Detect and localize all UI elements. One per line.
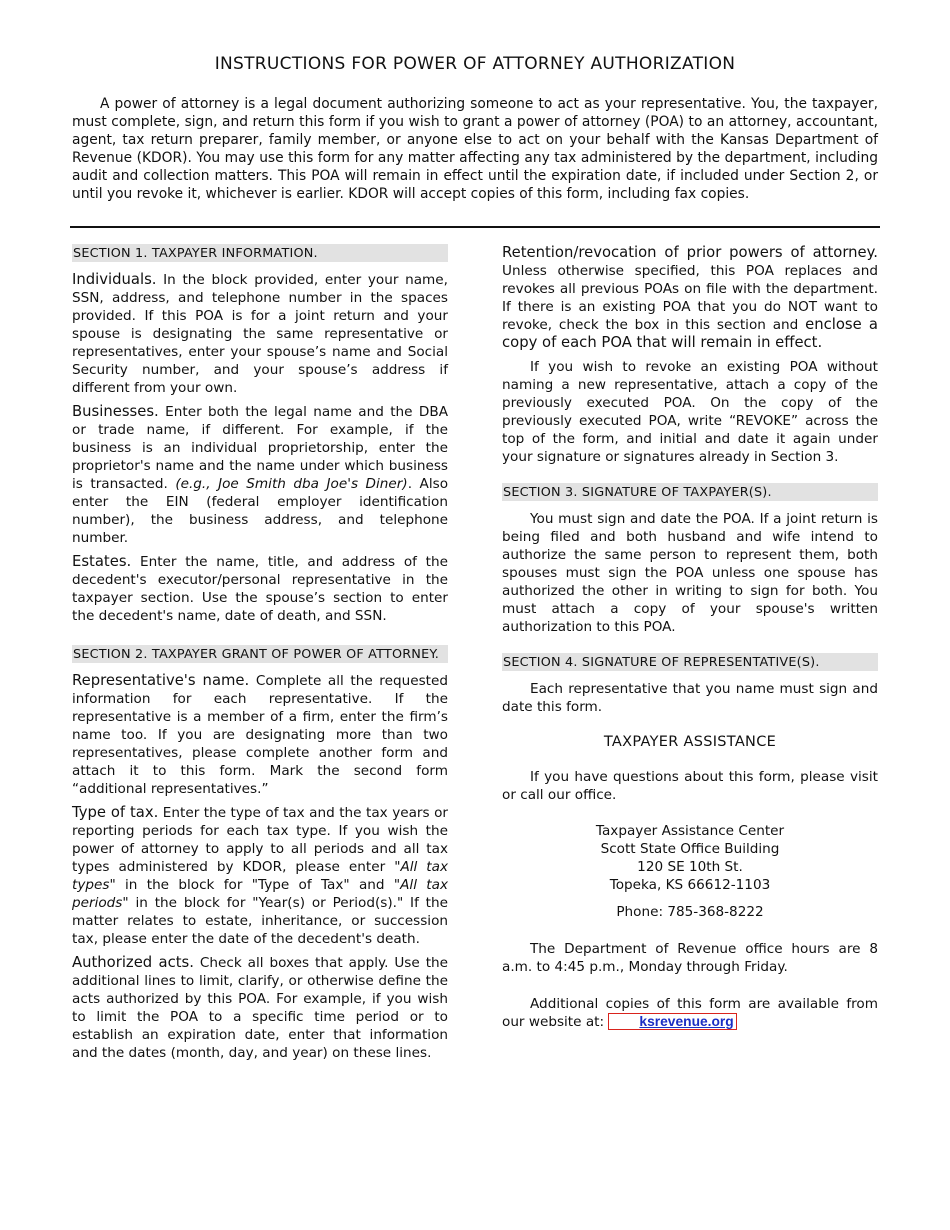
copies-text: Additional copies of this form are available from our website at: <box>502 996 878 1030</box>
businesses-lead: Businesses. <box>72 403 159 420</box>
right-column <box>502 244 878 1037</box>
estates-text: Enter the name, title, and address of the decedent's executor/personal representative in the taxpayer section. Use the spouse’s section to enter the decedent's name, date of death, and SSN. <box>72 554 448 624</box>
office-hours: The Department of Revenue office hours are 8 a.m. to 4:45 p.m., Monday through Friday. <box>502 941 878 975</box>
retention-lead: Retention/revocation of prior powers of attorney. <box>502 244 878 261</box>
businesses-example: (e.g., Joe Smith dba Joe's Diner) <box>175 476 408 492</box>
website-link[interactable]: ksrevenue.org <box>608 1013 736 1030</box>
assistance-text: If you have questions about this form, please visit or call our office. <box>502 769 878 803</box>
page-title: INSTRUCTIONS FOR POWER OF ATTORNEY AUTHORIZATION <box>214 54 736 74</box>
retention-text: Unless otherwise specified, this POA replaces and revokes all previous POAs on file with the department. If there is an existing POA that you do NOT want to revoke, check the box in this section and <box>502 263 878 333</box>
left-column <box>72 244 448 1068</box>
copies-paragraph <box>502 995 878 1031</box>
authorized-acts-text: Check all boxes that apply. Use the additional lines to limit, clarify, or otherwise define the acts authorized by this POA. For example, if you wish to limit the POA to a specific time period or to establish an expiration date, enter that information and the dates (month, day, and year) on these lines. <box>72 955 449 1061</box>
representative-text: Complete all the requested information for each representative. If the representative is a member of a firm, enter the firm’s name too. If you are designating more than two representatives, please complete another form and attach it to this form. Mark the second form “additional representatives.” <box>72 673 448 797</box>
retention-paragraph <box>502 244 878 352</box>
retention-text-end: enclose a copy of each POA that will remain in effect. <box>502 316 878 351</box>
assistance-title: TAXPAYER ASSISTANCE <box>603 734 777 750</box>
type-of-tax-lead: Type of tax. <box>72 804 159 821</box>
intro-paragraph: A power of attorney is a legal document authorizing someone to act as your representative. You, the taxpayer, must complete, sign, and return this form if you wish to grant a power of attorney (POA) to an attorney, accountant, agent, tax return preparer, family member, or anyone else to act on your behalf with the Kansas Department of Revenue (KDOR). You may use this form for any matter affecting any tax administered by the department, including audit and collection matters. This POA will remain in effect until the expiration date, if included under Section 2, or until you revoke it, whichever is earlier. KDOR will accept copies of this form, including fax copies. <box>72 96 878 202</box>
revoke-paragraph: If you wish to revoke an existing POA without naming a new representative, attach a copy of the previously executed POA. On the copy of the previously executed POA, write “REVOKE” across the top of the form, and initial and date it again under your signature or signatures already in Section 3. <box>502 359 878 465</box>
estates-lead: Estates. <box>72 553 132 570</box>
representative-lead: Representative's name. <box>72 672 250 689</box>
section4-heading: SECTION 4. SIGNATURE OF REPRESENTATIVE(S). <box>502 653 878 671</box>
estates-paragraph <box>72 553 448 625</box>
type-of-tax-text-1: Enter the type of tax and the tax years or reporting periods for each tax type. If you wish the power of attorney to apply to all periods and all tax types administered by KDOR, please enter <box>72 805 448 875</box>
section4-text: Each representative that you name must sign and date this form. <box>502 681 878 715</box>
businesses-text: Enter both the legal name and the DBA or trade name, if different. For example, if the business is an individual proprietorship, enter the proprietor's name and the name under which business is transacted. <box>72 404 449 492</box>
section3-heading: SECTION 3. SIGNATURE OF TAXPAYER(S). <box>502 483 878 501</box>
individuals-paragraph <box>72 271 448 397</box>
address-line: Taxpayer Assistance Center <box>595 823 785 839</box>
type-of-tax-text-3: in the block for "Year(s) or Period(s)." If the matter relates to estate, inheritance, or succession tax, please enter the date of the decedent's death. <box>72 895 448 947</box>
address-line: Topeka, KS 66612-1103 <box>609 877 771 893</box>
representative-paragraph <box>72 672 448 798</box>
type-of-tax-text-2: in the block for "Type of Tax" and <box>125 877 385 893</box>
all-tax-periods-text: "All tax periods" <box>72 877 449 911</box>
businesses-text-2: . Also enter the EIN (federal employer identification number), the business address, and telephone number. <box>72 476 449 546</box>
divider-rule <box>70 226 880 228</box>
authorized-acts-lead: Authorized acts. <box>72 954 194 971</box>
section1-heading: SECTION 1. TAXPAYER INFORMATION. <box>72 244 448 262</box>
all-tax-types-text: "All tax types" <box>72 859 448 893</box>
section2-heading: SECTION 2. TAXPAYER GRANT OF POWER OF ATTORNEY. <box>72 645 448 663</box>
businesses-paragraph <box>72 403 448 547</box>
individuals-text: In the block provided, enter your name, SSN, address, and telephone number in the spaces provided. If this POA is for a joint return and your spouse is designating the same representative or representatives, enter your spouse’s name and Social Security number, and your spouse’s address if different from your own. <box>72 272 448 396</box>
individuals-lead: Individuals. <box>72 271 157 288</box>
type-of-tax-paragraph <box>72 804 448 948</box>
section3-text: You must sign and date the POA. If a joint return is being filed and both husband and wife intend to authorize the same person to represent them, both spouses must sign the POA unless one spouse has authorized the other in writing to sign for both. You must attach a copy of your spouse's written authorization to this POA. <box>502 511 878 635</box>
phone-number: Phone: 785-368-8222 <box>616 904 764 920</box>
address-line: Scott State Office Building <box>600 841 780 857</box>
address-line: 120 SE 10th St. <box>637 859 743 875</box>
address-block <box>502 822 878 921</box>
authorized-acts-paragraph <box>72 954 448 1062</box>
